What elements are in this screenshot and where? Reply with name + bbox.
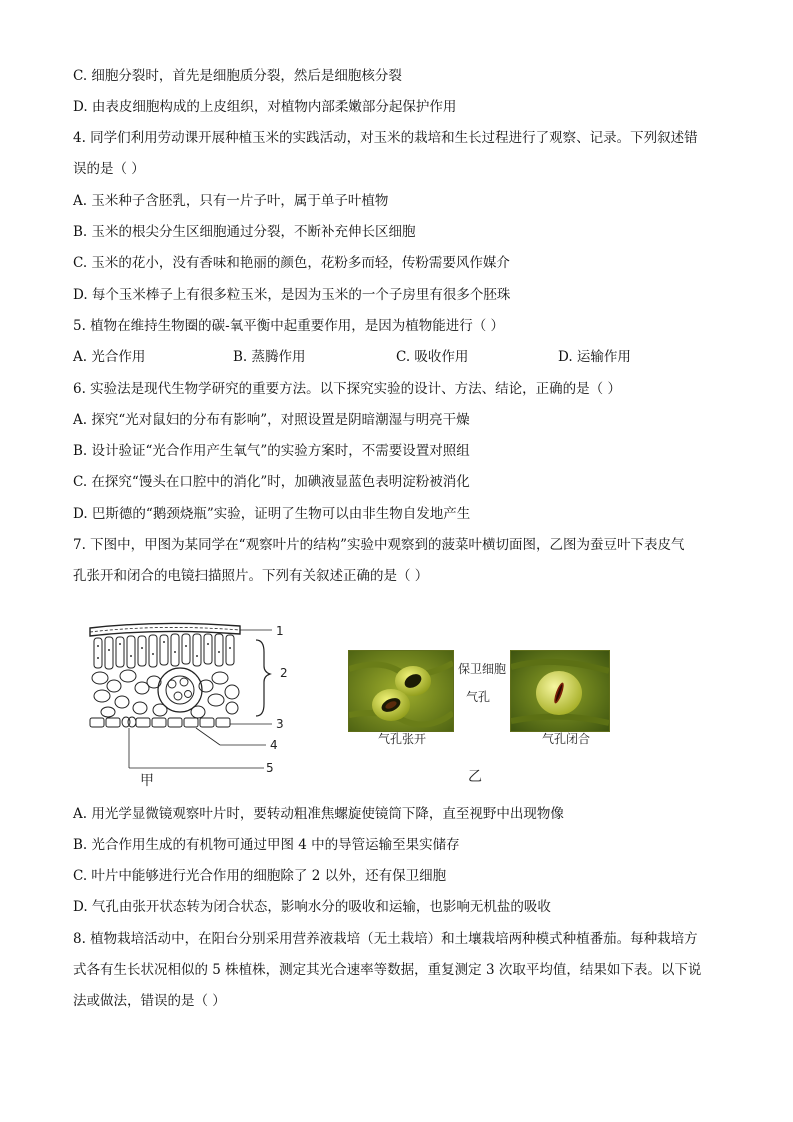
q5-stem: 5. 植物在维持生物圈的碳-氧平衡中起重要作用，是因为植物能进行（ ） bbox=[73, 318, 505, 334]
q6-stem: 6. 实验法是现代生物学研究的重要方法。以下探究实验的设计、方法、结论，正确的是（ ） bbox=[73, 381, 621, 397]
q6-option-b: B. 设计验证“光合作用产生氧气”的实验方案时，不需要设置对照组 bbox=[73, 443, 470, 459]
q4-option-d: D. 每个玉米棒子上有很多粒玉米，是因为玉米的一个子房里有很多个胚珠 bbox=[73, 287, 511, 303]
q4-stem-line1: 4. 同学们利用劳动课开展种植玉米的实践活动，对玉米的栽培和生长过程进行了观察、记录。下列叙述错 bbox=[73, 130, 698, 146]
q6-option-d: D. 巴斯德的“鹅颈烧瓶”实验，证明了生物可以由非生物自发地产生 bbox=[73, 506, 471, 522]
label-3: 3 bbox=[276, 717, 284, 731]
q6-option-a: A. 探究“光对鼠妇的分布有影响”，对照设置是阴暗潮湿与明亮干燥 bbox=[73, 412, 470, 428]
q7-option-d: D. 气孔由张开状态转为闭合状态，影响水分的吸收和运输，也影响无机盐的吸收 bbox=[73, 899, 551, 915]
label-1: 1 bbox=[276, 624, 284, 638]
caption-yi: 乙 bbox=[468, 769, 482, 785]
q8-stem-line1: 8. 植物栽培活动中，在阳台分别采用营养液栽培（无土栽培）和土壤栽培两种模式种植番茄。每种栽培方 bbox=[73, 931, 698, 947]
q5-option-a: A. 光合作用 bbox=[73, 349, 146, 365]
q4-option-a: A. 玉米种子含胚乳，只有一片子叶，属于单子叶植物 bbox=[73, 193, 389, 209]
q7-option-b: B. 光合作用生成的有机物可通过甲图 4 中的导管运输至果实储存 bbox=[73, 837, 460, 853]
q7-option-a: A. 用光学显微镜观察叶片时，要转动粗准焦螺旋使镜筒下降，直至视野中出现物像 bbox=[73, 806, 564, 822]
leaf-cross-section-diagram bbox=[80, 612, 290, 782]
stoma-closed-photo bbox=[510, 650, 610, 732]
q5-option-b: B. 蒸腾作用 bbox=[233, 349, 306, 365]
q4-stem-line2: 误的是（ ） bbox=[73, 161, 145, 177]
caption-jia: 甲 bbox=[140, 773, 154, 789]
label-5: 5 bbox=[266, 761, 274, 775]
label-4: 4 bbox=[270, 738, 278, 752]
label-stoma-open: 气孔张开 bbox=[378, 732, 427, 746]
q7-option-c: C. 叶片中能够进行光合作用的细胞除了 2 以外，还有保卫细胞 bbox=[73, 868, 447, 884]
q8-stem-line2: 式各有生长状况相似的 5 株植株，测定其光合速率等数据，重复测定 3 次取平均值，结果如下表。以下说 bbox=[73, 962, 702, 978]
stoma-open-photo bbox=[348, 650, 454, 732]
q5-option-d: D. 运输作用 bbox=[558, 349, 631, 365]
q3-option-c: C. 细胞分裂时，首先是细胞质分裂，然后是细胞核分裂 bbox=[73, 68, 402, 84]
q4-option-b: B. 玉米的根尖分生区细胞通过分裂，不断补充伸长区细胞 bbox=[73, 224, 416, 240]
label-guard-cell: 保卫细胞 bbox=[458, 662, 507, 676]
q5-option-c: C. 吸收作用 bbox=[396, 349, 469, 365]
label-stoma: 气孔 bbox=[466, 690, 491, 704]
q7-figure bbox=[80, 612, 720, 788]
q3-option-d: D. 由表皮细胞构成的上皮组织，对植物内部柔嫩部分起保护作用 bbox=[73, 99, 457, 115]
q4-option-c: C. 玉米的花小，没有香味和艳丽的颜色，花粉多而轻，传粉需要风作媒介 bbox=[73, 255, 510, 271]
q7-stem-line2: 孔张开和闭合的电镜扫描照片。下列有关叙述正确的是（ ） bbox=[73, 568, 429, 584]
q8-stem-line3: 法或做法，错误的是（ ） bbox=[73, 993, 226, 1009]
label-2: 2 bbox=[280, 666, 288, 680]
label-stoma-closed: 气孔闭合 bbox=[542, 732, 591, 746]
q6-option-c: C. 在探究“馒头在口腔中的消化”时，加碘液显蓝色表明淀粉被消化 bbox=[73, 474, 470, 490]
q7-stem-line1: 7. 下图中，甲图为某同学在“观察叶片的结构”实验中观察到的菠菜叶横切面图，乙图为蚕豆叶下表皮气 bbox=[73, 537, 685, 553]
